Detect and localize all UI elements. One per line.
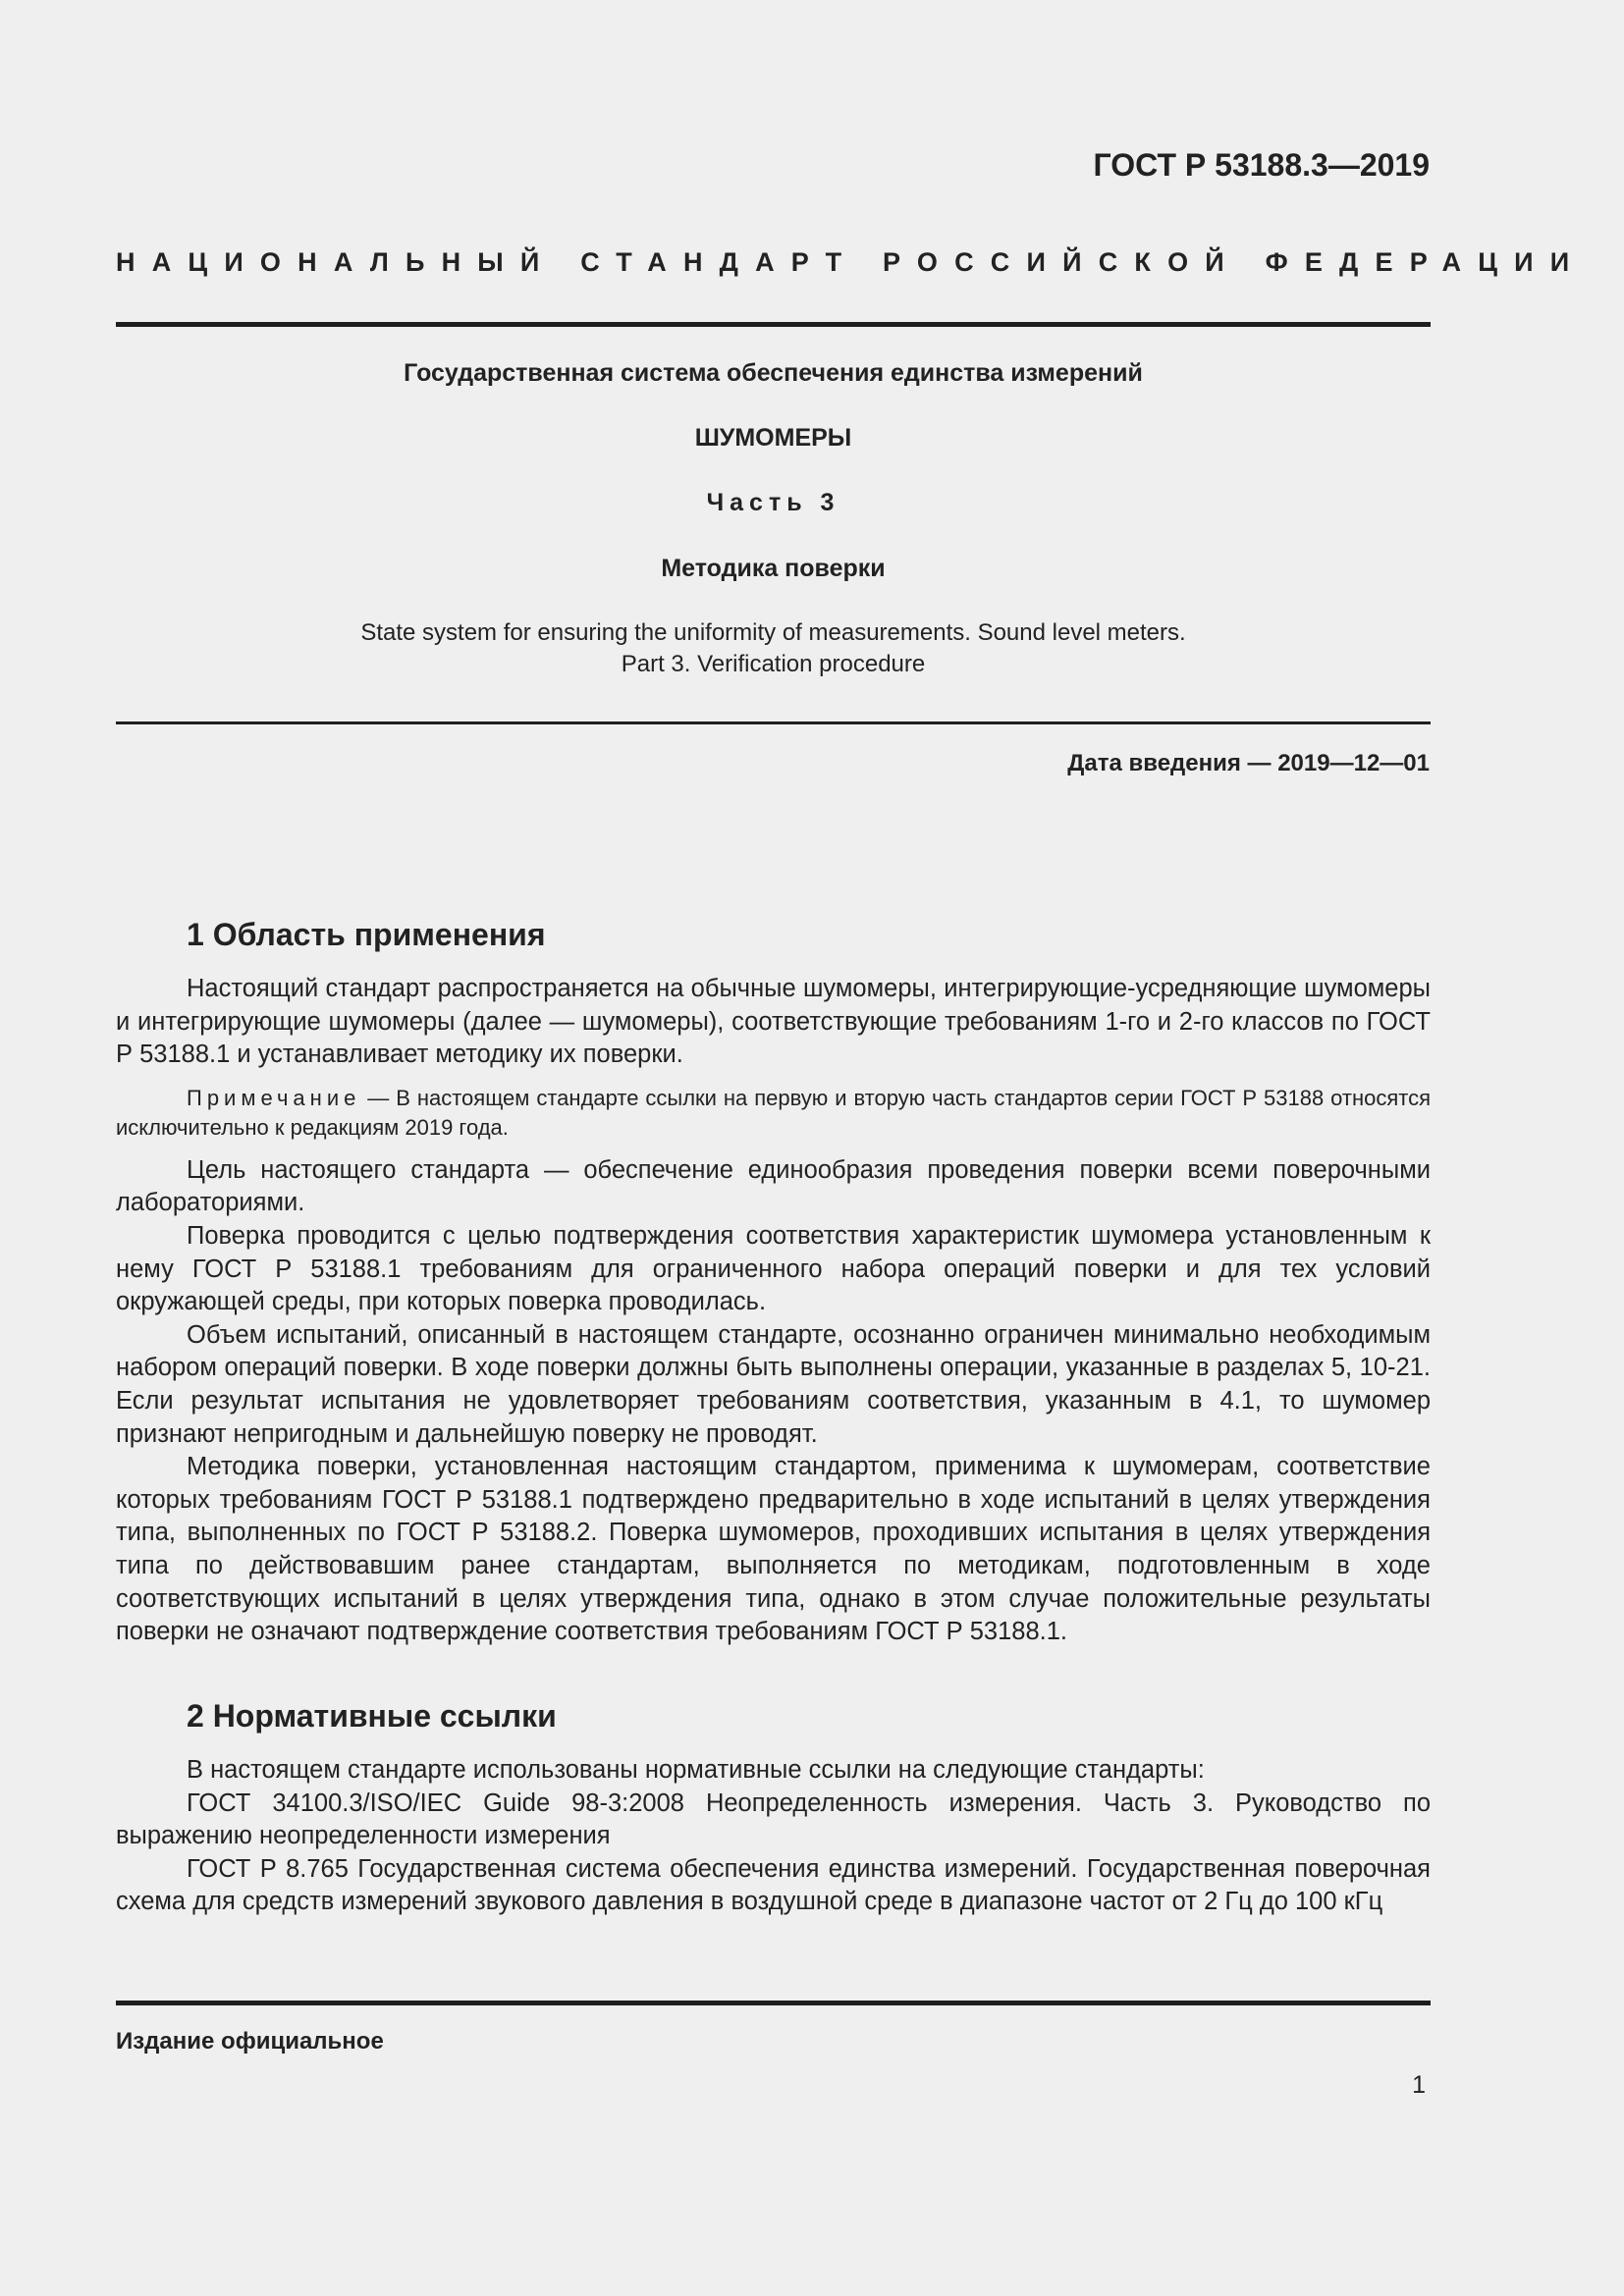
- system-title: Государственная система обеспечения единства измерений: [404, 359, 1143, 387]
- standard-code: ГОСТ Р 53188.3—2019: [1093, 147, 1430, 183]
- english-title-line-2: Part 3. Verification procedure: [621, 651, 926, 677]
- section-2-paragraph-1: В настоящем стандарте использованы нормативные ссылки на следующие стандарты:: [187, 1756, 1205, 1784]
- section-2: [116, 1698, 1431, 1919]
- note-text: — В настоящем стандарте ссылки на первую и вторую часть стандартов серии ГОСТ Р 53188 относятся исключительно к редакциям 2019 года.: [116, 1085, 1431, 1140]
- title-bottom-rule: [116, 721, 1431, 724]
- part-title: Часть 3: [706, 489, 840, 516]
- footer-rule: [116, 2001, 1431, 2005]
- section-1-paragraph-1: Настоящий стандарт распространяется на обычные шумомеры, интегрирующие-усредняющие шумомеры и интегрирующие шумомеры (далее — шумомеры), соответствующие требованиям 1-го и 2-го классов по ГОСТ Р 53188.1 и устанавливает методику их поверки.: [116, 975, 1431, 1069]
- page-number: 1: [1412, 2071, 1426, 2099]
- top-rule: [116, 322, 1431, 327]
- section-2-paragraph-3: ГОСТ Р 8.765 Государственная система обеспечения единства измерений. Государственная поверочная схема для средств измерений звукового давления в воздушной среде в диапазоне частот от 2 Гц до 100 кГц: [116, 1854, 1431, 1916]
- national-standard-banner: НАЦИОНАЛЬНЫЙ СТАНДАРТ РОССИЙСКОЙ ФЕДЕРАЦИИ: [116, 247, 1587, 277]
- section-2-heading: 2 Нормативные ссылки: [187, 1698, 557, 1734]
- introduction-date: Дата введения — 2019—12—01: [1067, 750, 1430, 776]
- section-2-paragraph-2: ГОСТ 34100.3/ISO/IEC Guide 98-3:2008 Неопределенность измерения. Часть 3. Руководство по выражению неопределенности измерения: [116, 1789, 1431, 1850]
- section-1-paragraph-5: Методика поверки, установленная настоящим стандартом, применима к шумомерам, соответствие которых требованиям ГОСТ Р 53188.1 подтверждено предварительно в ходе испытаний в целях утверждения типа, выполненных по ГОСТ Р 53188.2. Поверка шумомеров, проходивших испытания в целях утверждения типа по действовавшим ранее стандартам, выполняется по методикам, подготовленным в ходе соответствующих испытаний в целях утверждения типа, однако в этом случае положительные результаты поверки не означают подтверждение соответствия требованиям ГОСТ Р 53188.1.: [116, 1453, 1431, 1646]
- section-1-heading: 1 Область применения: [187, 917, 546, 952]
- official-edition-label: Издание официальное: [116, 2028, 384, 2055]
- section-1-note: [116, 1084, 1431, 1143]
- section-1-paragraph-4: Объем испытаний, описанный в настоящем стандарте, осознанно ограничен минимально необходимым набором операций поверки. В ходе поверки должны быть выполнены операции, указанные в разделах 5, 10-21. Если результат испытания не удовлетворяет требованиям соответствия, указанным в 4.1, то шумомер признают непригодным и дальнейшую поверку не проводят.: [116, 1320, 1431, 1448]
- note-label: Примечание: [187, 1085, 361, 1110]
- english-title: [116, 617, 1431, 680]
- subject-title: ШУМОМЕРЫ: [694, 424, 852, 452]
- english-title-line-1: State system for ensuring the uniformity of measurements. Sound level meters.: [360, 619, 1186, 646]
- section-1: [116, 917, 1431, 1649]
- method-title: Методика поверки: [661, 555, 886, 582]
- section-1-paragraph-2: Цель настоящего стандарта — обеспечение единообразия проведения поверки всеми поверочными лабораториями.: [116, 1155, 1431, 1217]
- section-1-paragraph-3: Поверка проводится с целью подтверждения соответствия характеристик шумомера установленным к нему ГОСТ Р 53188.1 требованиям для ограниченного набора операций поверки и для тех условий окружающей среды, при которых поверка проводилась.: [116, 1221, 1431, 1316]
